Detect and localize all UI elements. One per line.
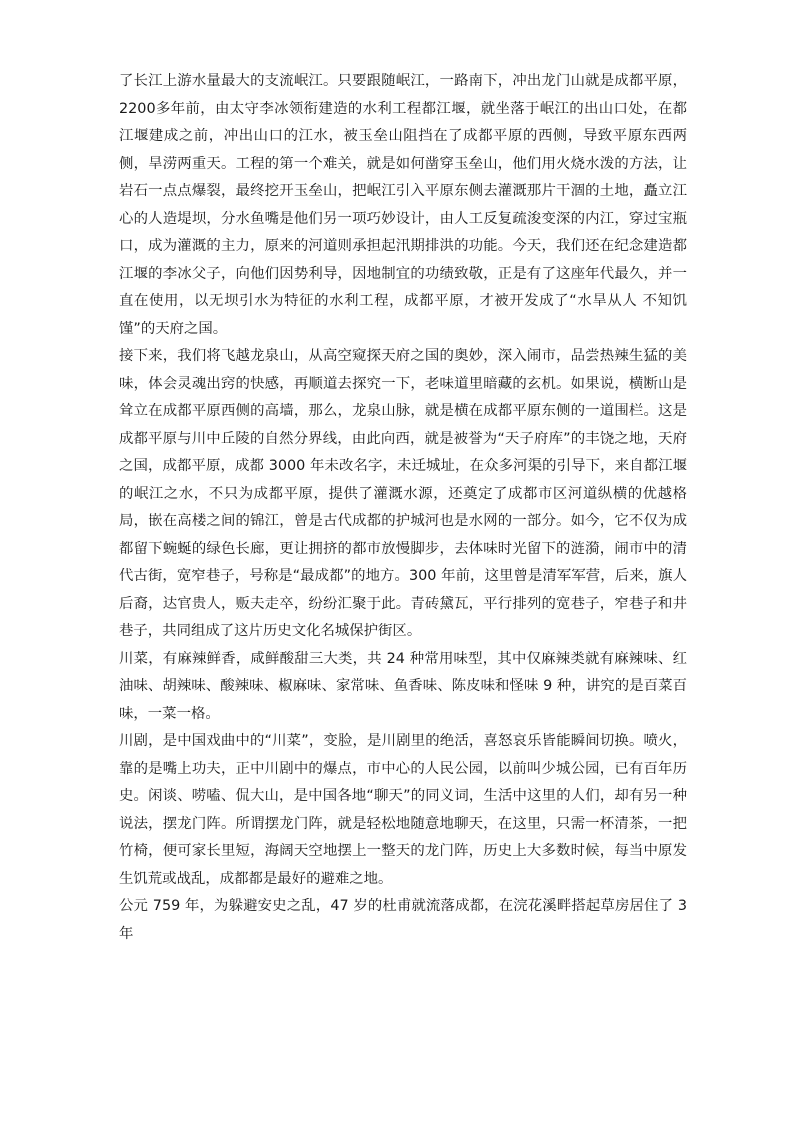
paragraph-dujiangyan: 了长江上游水量最大的支流岷江。只要跟随岷江，一路南下，冲出龙门山就是成都平原，2200多年前，由太守李冰领衔建造的水利工程都江堰，就坐落于岷江的出山口处，在都江堰建成之前，冲出山口的江水，被玉垒山阻挡在了成都平原的西侧，导致平原东西两侧，旱涝两重天。工程的第一个难关，就是如何凿穿玉垒山，他们用火烧水泼的方法，让岩石一点点爆裂，最终挖开玉垒山，把岷江引入平原东侧去灌溉那片干涸的土地，矗立江心的人造堤坝，分水鱼嘴是他们另一项巧妙设计，由人工反复疏浚变深的内江，穿过宝瓶口，成为灌溉的主力，原来的河道则承担起汛期排洪的功能。今天，我们还在纪念建造都江堰的李冰父子，向他们因势利导，因地制宜的功绩致敬，正是有了这座年代最久，并一直在使用，以无坝引水为特征的水利工程，成都平原，才被开发成了“水旱从人 不知饥馑”的天府之国。	[119, 73, 687, 337]
paragraph-sichuan-opera: 川剧，是中国戏曲中的“川菜”，变脸，是川剧里的绝活，喜怒哀乐皆能瞬间切换。喷火，靠的是嘴上功夫，正中川剧中的爆点，市中心的人民公园，以前叫少城公园，已有百年历史。闲谈、唠嗑、侃大山，是中国各地“聊天”的同义词，生活中这里的人们，却有另一种说法，摆龙门阵。所谓摆龙门阵，就是轻松地随意地聊天，在这里，只需一杯清茶，一把竹椅，便可家长里短，海阔天空地摆上一整天的龙门阵，历史上大多数时候，每当中原发生饥荒或战乱，成都都是最好的避难之地。	[119, 733, 687, 887]
body-text	[119, 68, 687, 948]
paragraph-du-fu: 公元 759 年，为躲避安史之乱，47 岁的杜甫就流落成都，在浣花溪畔搭起草房居住了 3 年	[119, 898, 687, 942]
paragraph-longquan-chengdu: 接下来，我们将飞越龙泉山，从高空窥探天府之国的奥妙，深入闹市，品尝热辣生猛的美味，体会灵魂出窍的快感，再顺道去探究一下，老味道里暗藏的玄机。如果说，横断山是耸立在成都平原西侧的高墙，那么，龙泉山脉，就是横在成都平原东侧的一道围栏。这是成都平原与川中丘陵的自然分界线，由此向西，就是被誉为“天子府库”的丰饶之地，天府之国，成都平原，成都 3000 年未改名字，未迁城址，在众多河渠的引导下，来自都江堰的岷江之水，不只为成都平原，提供了灌溉水源，还奠定了成都市区河道纵横的优越格局，嵌在高楼之间的锦江，曾是古代成都的护城河也是水网的一部分。如今，它不仅为成都留下蜿蜒的绿色长廊，更让拥挤的都市放慢脚步，去体味时光留下的涟漪，闹市中的清代古街，宽窄巷子，号称是“最成都”的地方。300 年前，这里曾是清军军营，后来，旗人后裔，达官贵人，贩夫走卒，纷纷汇聚于此。青砖黛瓦，平行排列的宽巷子，窄巷子和井巷子，共同组成了这片历史文化名城保护街区。	[119, 348, 687, 639]
paragraph-sichuan-cuisine: 川菜，有麻辣鲜香，咸鲜酸甜三大类，共 24 种常用味型，其中仅麻辣类就有麻辣味、红油味、胡辣味、酸辣味、椒麻味、家常味、鱼香味、陈皮味和怪味 9 种，讲究的是百菜百味，一菜一格。	[119, 650, 687, 722]
